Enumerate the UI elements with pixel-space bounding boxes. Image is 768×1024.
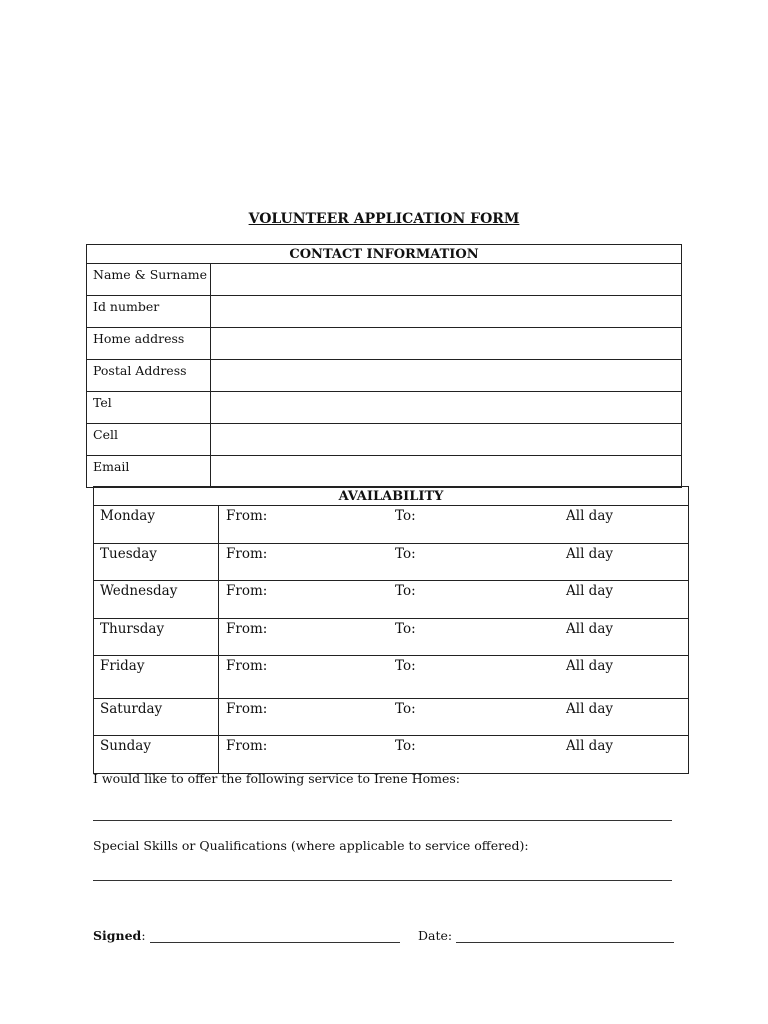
contact-header: CONTACT INFORMATION [87, 245, 682, 264]
from-label: From: [226, 546, 268, 562]
all-day-label: All day [566, 701, 613, 717]
to-label: To: [395, 583, 416, 599]
field-label: Tel [87, 392, 211, 424]
id-number-input[interactable] [211, 296, 682, 328]
time-range-cell[interactable] [219, 656, 689, 699]
skills-prompt: Special Skills or Qualifications (where applicable to service offered): [93, 838, 529, 853]
field-label: Name & Surname [87, 264, 211, 296]
day-label: Monday [94, 506, 219, 544]
from-label: From: [226, 701, 268, 717]
from-label: From: [226, 508, 268, 524]
all-day-label: All day [566, 738, 613, 754]
signed-label: Signed [93, 928, 142, 943]
day-label: Saturday [94, 699, 219, 736]
availability-header: AVAILABILITY [94, 487, 689, 506]
contact-row [87, 328, 682, 360]
day-label: Wednesday [94, 581, 219, 619]
contact-row [87, 264, 682, 296]
to-label: To: [395, 658, 416, 674]
all-day-label: All day [566, 546, 613, 562]
availability-row [94, 736, 689, 774]
service-answer-line[interactable] [93, 820, 672, 821]
day-label: Thursday [94, 619, 219, 656]
signature-line[interactable] [150, 930, 400, 943]
all-day-label: All day [566, 658, 613, 674]
postal-address-input[interactable] [211, 360, 682, 392]
to-label: To: [395, 701, 416, 717]
email-input[interactable] [211, 456, 682, 488]
availability-row [94, 619, 689, 656]
time-range-cell[interactable] [219, 699, 689, 736]
to-label: To: [395, 546, 416, 562]
date-line[interactable] [456, 930, 674, 943]
field-label: Postal Address [87, 360, 211, 392]
time-range-cell[interactable] [219, 544, 689, 581]
availability-row [94, 699, 689, 736]
to-label: To: [395, 508, 416, 524]
availability-row [94, 656, 689, 699]
availability-row [94, 506, 689, 544]
field-label: Home address [87, 328, 211, 360]
service-prompt: I would like to offer the following service to Irene Homes: [93, 771, 460, 786]
name-surname-input[interactable] [211, 264, 682, 296]
contact-row [87, 424, 682, 456]
contact-information-table [86, 244, 682, 488]
time-range-cell[interactable] [219, 581, 689, 619]
day-label: Tuesday [94, 544, 219, 581]
time-range-cell[interactable] [219, 619, 689, 656]
contact-row [87, 456, 682, 488]
cell-input[interactable] [211, 424, 682, 456]
field-label: Email [87, 456, 211, 488]
contact-row [87, 296, 682, 328]
from-label: From: [226, 583, 268, 599]
time-range-cell[interactable] [219, 506, 689, 544]
signature-block: Signed: [93, 928, 400, 943]
from-label: From: [226, 621, 268, 637]
to-label: To: [395, 621, 416, 637]
availability-table [93, 486, 689, 774]
date-label: Date: [418, 928, 453, 943]
availability-row [94, 544, 689, 581]
all-day-label: All day [566, 583, 613, 599]
all-day-label: All day [566, 508, 613, 524]
contact-row [87, 360, 682, 392]
from-label: From: [226, 658, 268, 674]
skills-answer-line[interactable] [93, 880, 672, 881]
availability-row [94, 581, 689, 619]
to-label: To: [395, 738, 416, 754]
home-address-input[interactable] [211, 328, 682, 360]
field-label: Id number [87, 296, 211, 328]
all-day-label: All day [566, 621, 613, 637]
time-range-cell[interactable] [219, 736, 689, 774]
tel-input[interactable] [211, 392, 682, 424]
field-label: Cell [87, 424, 211, 456]
day-label: Sunday [94, 736, 219, 774]
form-title: VOLUNTEER APPLICATION FORM [248, 211, 520, 227]
contact-row [87, 392, 682, 424]
day-label: Friday [94, 656, 219, 699]
from-label: From: [226, 738, 268, 754]
date-block [418, 928, 674, 943]
